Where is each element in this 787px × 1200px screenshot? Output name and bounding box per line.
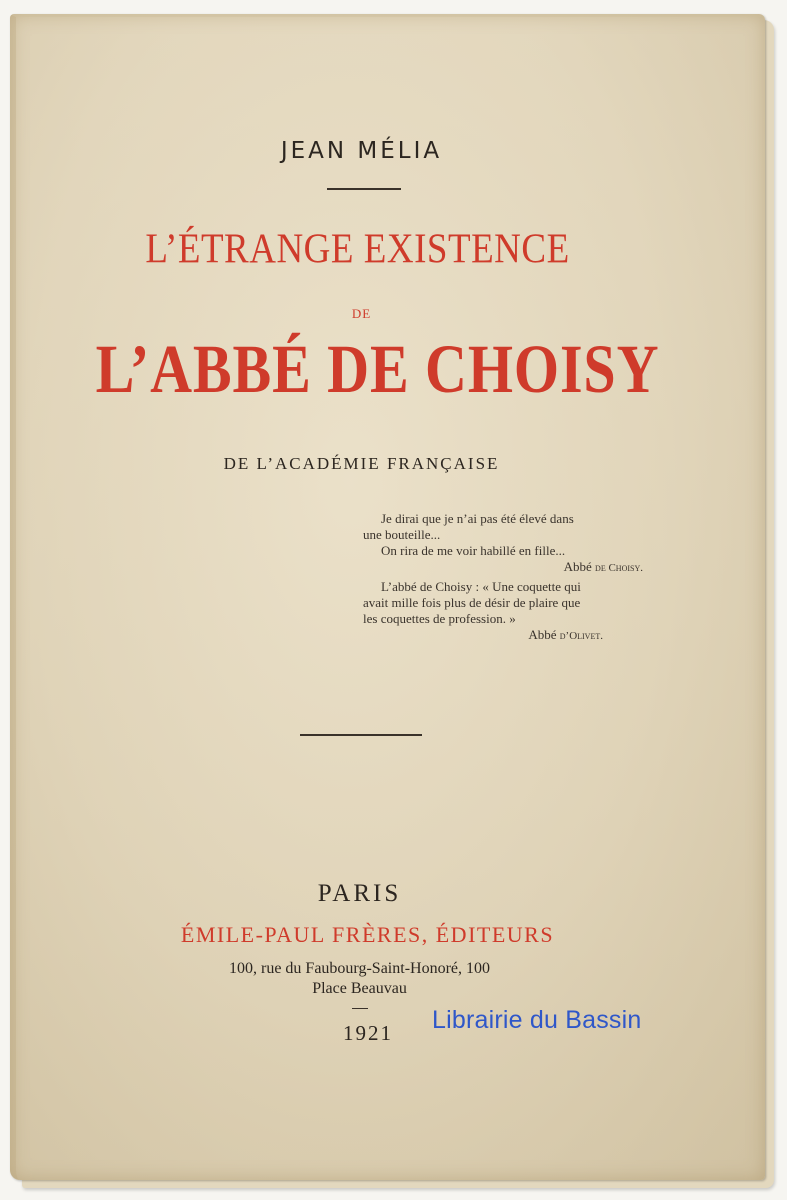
main-title: L’ABBÉ DE CHOISY — [95, 331, 660, 408]
epigraph-line: une bouteille... — [363, 527, 441, 542]
epigraph-choisy — [363, 511, 643, 576]
epigraph-line: les coquettes de profession. » — [363, 611, 516, 626]
book-cover — [10, 14, 765, 1180]
epigraph-attribution — [363, 559, 643, 576]
attribution-name: Abbé — [528, 627, 557, 642]
attribution-rest: d’Olivet. — [559, 630, 603, 642]
divider-rule-small — [352, 1008, 368, 1009]
epigraph-line: Je dirai que je n’ai pas été élevé dans — [381, 511, 574, 526]
attribution-rest: de Choisy. — [595, 562, 643, 574]
divider-rule-top — [327, 188, 401, 190]
epigraph-line: On rira de me voir habillé en fille... — [381, 543, 566, 558]
publication-city: PARIS — [317, 880, 402, 907]
publisher-name: ÉMILE-PAUL FRÈRES, ÉDITEURS — [180, 922, 555, 947]
epigraph-olivet — [363, 579, 643, 644]
publication-year: 1921 — [343, 1021, 393, 1045]
bookseller-watermark: Librairie du Bassin — [432, 1006, 642, 1034]
title-connector: DE — [351, 306, 372, 321]
epigraph-line: avait mille fois plus de désir de plaire que — [363, 595, 581, 610]
title-line-1: L’ÉTRANGE EXISTENCE — [145, 225, 570, 274]
divider-rule-middle — [300, 734, 422, 736]
publisher-address-place: Place Beauvau — [312, 980, 407, 997]
epigraph-attribution — [363, 627, 643, 644]
author-name: JEAN MÉLIA — [280, 138, 443, 164]
subtitle-academy: DE L’ACADÉMIE FRANÇAISE — [223, 454, 500, 473]
publisher-address: 100, rue du Faubourg-Saint-Honoré, 100 — [229, 960, 490, 977]
attribution-name: Abbé — [563, 559, 592, 574]
epigraph-line: L’abbé de Choisy : « Une coquette qui — [381, 579, 581, 594]
